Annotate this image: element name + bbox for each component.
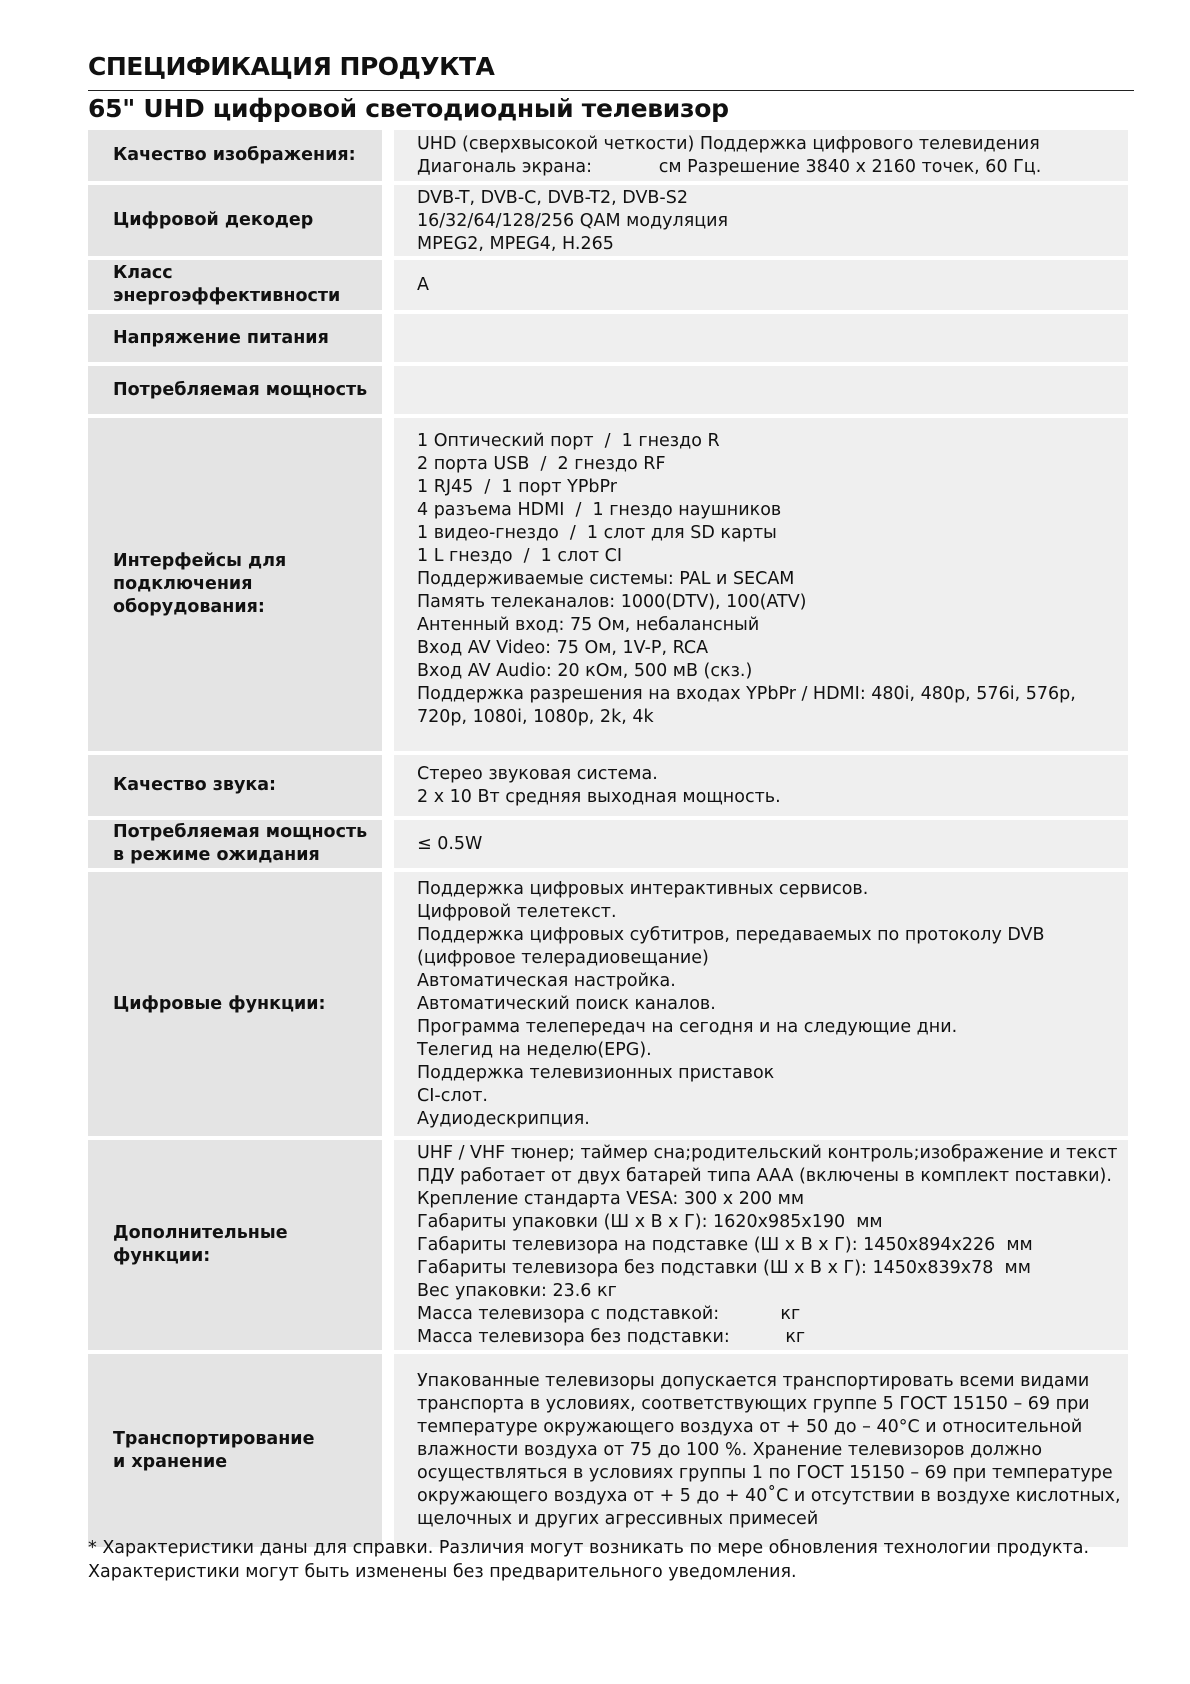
spec-value-line: Телегид на неделю(EPG). <box>417 1039 652 1060</box>
spec-value-line: MPEG2, MPEG4, H.265 <box>417 234 614 254</box>
spec-row <box>88 1140 1128 1350</box>
spec-value-line: Упакованные телевизоры допускается транспортировать всеми видами <box>417 1371 1090 1391</box>
spec-row <box>88 755 1128 816</box>
spec-value-line: 4 разъема HDMI / 1 гнездо наушников <box>417 500 782 520</box>
spec-value-line: Поддержка телевизионных приставок <box>417 1062 775 1083</box>
spec-value-line: Габариты телевизора без подставки (Ш х В х Г): 1450x839x78 мм <box>417 1257 1031 1278</box>
footnote <box>88 1536 1089 1584</box>
spec-value <box>394 260 1128 310</box>
spec-value <box>394 185 1128 256</box>
spec-value-line: Автоматический поиск каналов. <box>417 993 716 1014</box>
spec-value-line: окружающего воздуха от + 5 до + 40˚С и отсутствии в воздухе кислотных, <box>417 1486 1121 1506</box>
spec-value <box>394 820 1128 868</box>
spec-value <box>394 1354 1128 1547</box>
document-title: СПЕЦИФИКАЦИЯ ПРОДУКТА <box>88 52 495 81</box>
spec-value-line: 1 Оптический порт / 1 гнездо R <box>417 431 720 451</box>
spec-value <box>394 130 1128 181</box>
spec-label: Цифровой декодер <box>88 185 382 256</box>
spec-row <box>88 872 1128 1136</box>
spec-row <box>88 418 1128 751</box>
spec-value-line: DVB-T, DVB-C, DVB-T2, DVB-S2 <box>417 188 688 208</box>
spec-value-line: температуре окружающего воздуха от + 50 до – 40°С и относительной <box>417 1417 1083 1437</box>
spec-value-line: щелочных и других агрессивных примесей <box>417 1509 819 1529</box>
spec-value-line: Программа телепередач на сегодня и на следующие дни. <box>417 1016 958 1037</box>
spec-value-line: Масса телевизора без подставки: кг <box>417 1326 806 1347</box>
spec-value-line: Цифровой телетекст. <box>417 901 617 922</box>
footnote-line-1: * Характеристики даны для справки. Различия могут возникать по мере обновления технологии продукта. <box>88 1538 1090 1558</box>
spec-value-line: влажности воздуха от 75 до 100 %. Хранение телевизоров должно <box>417 1440 1043 1460</box>
spec-value-line: 2 х 10 Вт средняя выходная мощность. <box>417 786 781 807</box>
spec-value <box>394 872 1128 1136</box>
spec-value-line: Поддерживаемые системы: PAL и SECAM <box>417 569 795 589</box>
spec-value-line: осуществляться в условиях группы 1 по ГОСТ 15150 – 69 при температуре <box>417 1463 1113 1483</box>
spec-value-line: Габариты упаковки (Ш х В х Г): 1620x985x190 мм <box>417 1211 883 1232</box>
spec-value-line: UHF / VHF тюнер; таймер сна;родительский контроль;изображение и текст <box>417 1142 1118 1163</box>
spec-row <box>88 820 1128 868</box>
spec-row <box>88 314 1128 362</box>
spec-value-line: 1 RJ45 / 1 порт YPbPr <box>417 477 617 497</box>
spec-value-line: Масса телевизора с подставкой: кг <box>417 1303 801 1324</box>
spec-value-line: UHD (сверхвысокой четкости) Поддержка цифрового телевидения <box>417 134 1040 154</box>
spec-value-line: Вход AV Video: 75 Ом, 1V-P, RCA <box>417 638 709 658</box>
spec-value-line: Крепление стандарта VESA: 300 x 200 мм <box>417 1188 805 1209</box>
spec-label: Потребляемая мощность <box>88 366 382 414</box>
spec-value-line: 2 порта USB / 2 гнездо RF <box>417 454 666 474</box>
spec-row <box>88 260 1128 310</box>
spec-label: Транспортирование и хранение <box>88 1354 382 1547</box>
spec-value-line: 1 L гнездо / 1 слот CI <box>417 546 623 566</box>
spec-value-line: Вес упаковки: 23.6 кг <box>417 1280 617 1301</box>
spec-value-line: Диагональ экрана: см Разрешение 3840 х 2160 точек, 60 Гц. <box>417 157 1042 177</box>
spec-label: Потребляемая мощность в режиме ожидания <box>88 820 382 868</box>
spec-value-line: Вход AV Audio: 20 кОм, 500 мВ (скз.) <box>417 661 753 681</box>
spec-value-line: A <box>417 274 429 295</box>
spec-value <box>394 1140 1128 1350</box>
spec-value-line: Память телеканалов: 1000(DTV), 100(ATV) <box>417 592 807 612</box>
spec-value-line: Поддержка цифровых субтитров, передаваемых по протоколу DVB <box>417 924 1045 945</box>
spec-value <box>394 418 1128 751</box>
spec-row <box>88 366 1128 414</box>
spec-row <box>88 130 1128 181</box>
spec-label: Дополнительные функции: <box>88 1140 382 1350</box>
title-divider <box>88 90 1134 91</box>
spec-value-line: ПДУ работает от двух батарей типа AAA (включены в комплект поставки). <box>417 1165 1112 1186</box>
spec-value-line: Габариты телевизора на подставке (Ш х В х Г): 1450x894x226 мм <box>417 1234 1033 1255</box>
spec-label: Интерфейсы для подключения оборудования: <box>88 418 382 751</box>
spec-row <box>88 185 1128 256</box>
footnote-line-2: Характеристики могут быть изменены без предварительного уведомления. <box>88 1562 797 1582</box>
spec-value <box>394 755 1128 816</box>
spec-value-line: Антенный вход: 75 Ом, небалансный <box>417 615 760 635</box>
spec-value <box>394 366 1128 414</box>
spec-value-line: ≤ 0.5W <box>417 833 483 854</box>
spec-value-line: CI-слот. <box>417 1085 488 1106</box>
spec-label: Напряжение питания <box>88 314 382 362</box>
spec-label: Качество изображения: <box>88 130 382 181</box>
spec-value <box>394 314 1128 362</box>
spec-row <box>88 1354 1128 1547</box>
spec-table <box>88 130 1128 1551</box>
spec-value-line: 1 видео-гнездо / 1 слот для SD карты <box>417 523 777 543</box>
spec-label: Качество звука: <box>88 755 382 816</box>
product-subtitle: 65" UHD цифровой светодиодный телевизор <box>88 94 729 123</box>
spec-value-line: 720p, 1080i, 1080p, 2k, 4k <box>417 707 654 727</box>
spec-value-line: Поддержка разрешения на входах YPbPr / HDMI: 480i, 480p, 576i, 576p, <box>417 684 1076 704</box>
spec-value-line: Аудиодескрипция. <box>417 1108 590 1129</box>
spec-value-line: Поддержка цифровых интерактивных сервисов. <box>417 878 869 899</box>
spec-label: Цифровые функции: <box>88 872 382 1136</box>
spec-value-line: транспорта в условиях, соответствующих группе 5 ГОСТ 15150 – 69 при <box>417 1394 1090 1414</box>
spec-value-line: (цифровое телерадиовещание) <box>417 947 709 968</box>
spec-value-line: Стерео звуковая система. <box>417 763 658 784</box>
spec-label: Класс энергоэффективности <box>88 260 382 310</box>
spec-value-line: 16/32/64/128/256 QAM модуляция <box>417 211 729 231</box>
spec-value-line: Автоматическая настройка. <box>417 970 676 991</box>
